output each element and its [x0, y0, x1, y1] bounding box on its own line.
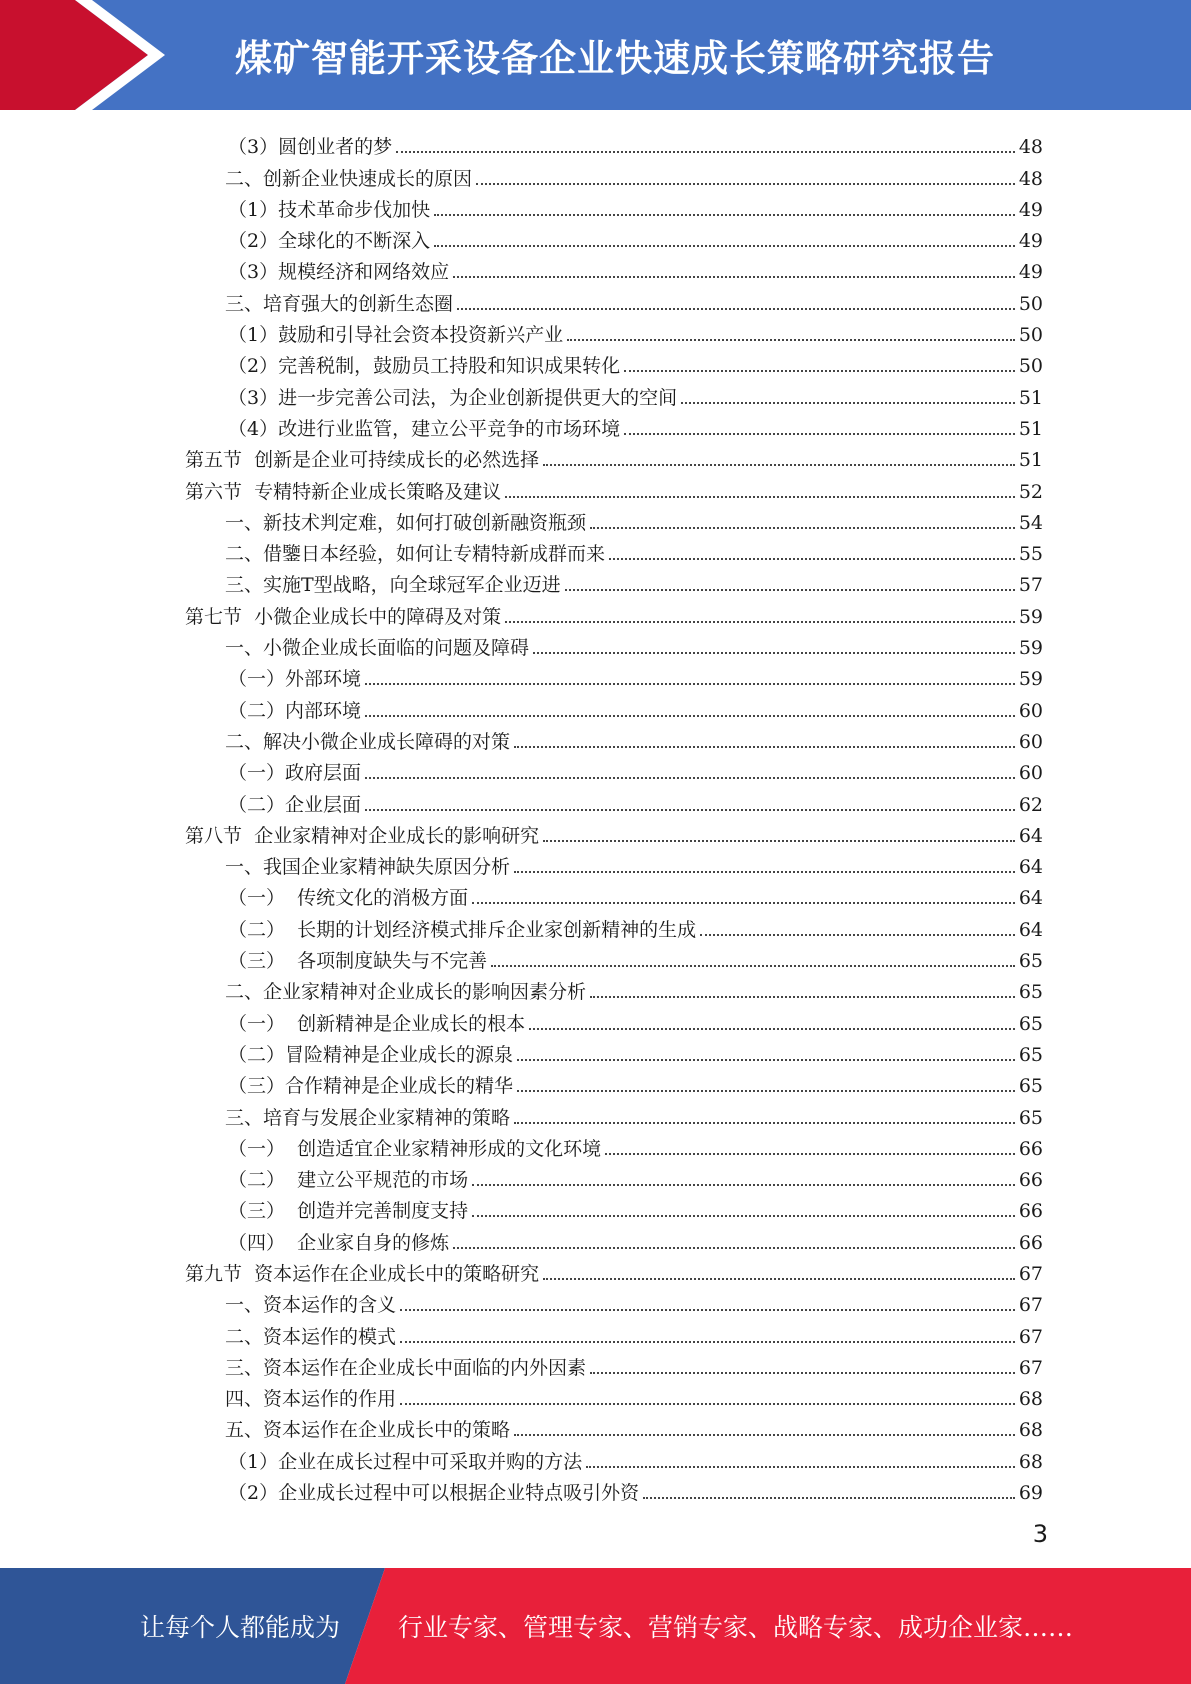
toc-entry[interactable]: [0, 817, 1191, 848]
toc-dot-leader: [624, 370, 1015, 372]
toc-dot-leader: [543, 464, 1015, 466]
toc-entry-page: 49: [1018, 261, 1043, 284]
toc-entry[interactable]: [0, 159, 1191, 190]
toc-entry-page: 55: [1018, 543, 1043, 566]
table-of-contents: [0, 128, 1191, 1505]
toc-entry-page: 67: [1018, 1262, 1043, 1285]
toc-entry[interactable]: [0, 691, 1191, 722]
toc-entry-page: 64: [1018, 856, 1043, 879]
toc-entry[interactable]: [0, 222, 1191, 253]
toc-dot-leader: [567, 339, 1015, 341]
toc-entry[interactable]: [0, 1317, 1191, 1348]
toc-entry-title: （一）外部环境: [228, 668, 362, 691]
toc-entry-page: 65: [1018, 981, 1043, 1004]
toc-entry[interactable]: [0, 1442, 1191, 1473]
toc-entry-page: 65: [1018, 1075, 1043, 1098]
toc-entry[interactable]: [0, 1380, 1191, 1411]
toc-entry-title: 第五节 创新是企业可持续成长的必然选择: [185, 449, 540, 472]
toc-entry-title: （三） 创造并完善制度支持: [228, 1200, 469, 1223]
toc-entry[interactable]: [0, 785, 1191, 816]
toc-entry-page: 59: [1018, 605, 1043, 628]
toc-entry-page: 60: [1018, 699, 1043, 722]
toc-entry-page: 66: [1018, 1169, 1043, 1192]
toc-entry-title: （三）合作精神是企业成长的精华: [228, 1075, 514, 1098]
toc-entry[interactable]: [0, 1004, 1191, 1035]
toc-entry-title: 第八节 企业家精神对企业成长的影响研究: [185, 824, 540, 847]
toc-dot-leader: [365, 809, 1015, 811]
toc-entry-title: （二） 建立公平规范的市场: [228, 1169, 469, 1192]
toc-entry-page: 50: [1018, 292, 1043, 315]
toc-entry[interactable]: [0, 535, 1191, 566]
toc-entry[interactable]: [0, 347, 1191, 378]
toc-dot-leader: [491, 965, 1015, 967]
toc-dot-leader: [505, 621, 1015, 623]
toc-dot-leader: [505, 496, 1015, 498]
toc-entry-title: （一）政府层面: [228, 762, 362, 785]
toc-dot-leader: [586, 1466, 1015, 1468]
toc-dot-leader: [400, 1341, 1015, 1343]
toc-entry[interactable]: [0, 253, 1191, 284]
toc-entry-page: 66: [1018, 1200, 1043, 1223]
toc-entry-title: 第六节 专精特新企业成长策略及建议: [185, 480, 502, 503]
toc-entry[interactable]: [0, 597, 1191, 628]
toc-entry-title: 二、企业家精神对企业成长的影响因素分析: [225, 981, 587, 1004]
toc-dot-leader: [434, 245, 1015, 247]
toc-entry-title: 二、资本运作的模式: [225, 1325, 397, 1348]
toc-entry-page: 67: [1018, 1325, 1043, 1348]
toc-entry-page: 65: [1018, 1012, 1043, 1035]
toc-entry-page: 54: [1018, 511, 1043, 534]
toc-entry[interactable]: [0, 1411, 1191, 1442]
toc-dot-leader: [514, 1122, 1015, 1124]
toc-dot-leader: [543, 840, 1015, 842]
toc-entry[interactable]: [0, 1286, 1191, 1317]
toc-entry[interactable]: [0, 1130, 1191, 1161]
toc-entry-page: 51: [1018, 386, 1043, 409]
footer-slogan-left: 让每个人都能成为: [140, 1613, 341, 1642]
toc-entry-title: （4）改进行业监管，建立公平竞争的市场环境: [228, 417, 621, 440]
toc-entry-page: 48: [1018, 136, 1043, 159]
toc-dot-leader: [365, 715, 1015, 717]
toc-entry[interactable]: [0, 378, 1191, 409]
toc-dot-leader: [400, 1309, 1015, 1311]
toc-entry-title: 第七节 小微企业成长中的障碍及对策: [185, 605, 502, 628]
toc-entry-title: 三、资本运作在企业成长中面临的内外因素: [225, 1356, 587, 1379]
toc-dot-leader: [590, 527, 1015, 529]
toc-entry-page: 66: [1018, 1231, 1043, 1254]
toc-entry-page: 51: [1018, 449, 1043, 472]
toc-entry[interactable]: [0, 629, 1191, 660]
toc-entry-page: 60: [1018, 730, 1043, 753]
toc-entry-page: 49: [1018, 198, 1043, 221]
toc-dot-leader: [643, 1497, 1015, 1499]
toc-entry-title: （二）企业层面: [228, 793, 362, 816]
toc-entry[interactable]: [0, 848, 1191, 879]
toc-entry-title: （3）规模经济和网络效应: [228, 261, 450, 284]
toc-entry-title: （二）冒险精神是企业成长的源泉: [228, 1043, 514, 1066]
toc-entry[interactable]: [0, 566, 1191, 597]
toc-dot-leader: [517, 1059, 1015, 1061]
toc-entry-title: 三、培育与发展企业家精神的策略: [225, 1106, 511, 1129]
toc-entry-title: （一） 创新精神是企业成长的根本: [228, 1012, 526, 1035]
toc-entry-title: （二） 长期的计划经济模式排斥企业家创新精神的生成: [228, 918, 697, 941]
toc-entry[interactable]: [0, 723, 1191, 754]
header-arrow-decoration: [0, 0, 200, 110]
toc-entry-page: 65: [1018, 1106, 1043, 1129]
toc-entry-title: （3）进一步完善公司法，为企业创新提供更大的空间: [228, 386, 678, 409]
toc-entry-title: （1）鼓励和引导社会资本投资新兴产业: [228, 324, 564, 347]
toc-entry-page: 50: [1018, 355, 1043, 378]
toc-entry-page: 60: [1018, 762, 1043, 785]
toc-dot-leader: [472, 1215, 1015, 1217]
toc-entry[interactable]: [0, 1067, 1191, 1098]
toc-entry[interactable]: [0, 316, 1191, 347]
toc-entry[interactable]: [0, 1255, 1191, 1286]
toc-entry-page: 50: [1018, 324, 1043, 347]
page-header: [0, 0, 1191, 110]
toc-entry[interactable]: [0, 1474, 1191, 1505]
toc-entry-title: 二、借鑒日本经验，如何让专精特新成群而来: [225, 543, 606, 566]
toc-dot-leader: [590, 996, 1015, 998]
report-title: 煤矿智能开采设备企业快速成长策略研究报告: [235, 37, 995, 80]
toc-dot-leader: [396, 151, 1015, 153]
toc-entry[interactable]: [0, 879, 1191, 910]
toc-entry-page: 48: [1018, 167, 1043, 190]
toc-dot-leader: [514, 746, 1015, 748]
toc-entry-title: 一、小微企业成长面临的问题及障碍: [225, 637, 530, 660]
toc-entry[interactable]: [0, 1161, 1191, 1192]
toc-entry[interactable]: [0, 1223, 1191, 1254]
toc-entry-title: 二、创新企业快速成长的原因: [225, 167, 473, 190]
toc-entry-page: 69: [1018, 1482, 1043, 1505]
toc-entry-title: （一） 创造适宜企业家精神形成的文化环境: [228, 1137, 602, 1160]
toc-dot-leader: [624, 433, 1015, 435]
toc-entry-page: 57: [1018, 574, 1043, 597]
toc-entry-page: 62: [1018, 793, 1043, 816]
toc-entry[interactable]: [0, 1349, 1191, 1380]
toc-entry-page: 67: [1018, 1356, 1043, 1379]
toc-entry-page: 68: [1018, 1388, 1043, 1411]
toc-entry[interactable]: [0, 128, 1191, 159]
toc-entry-title: 二、解决小微企业成长障碍的对策: [225, 730, 511, 753]
toc-entry-page: 52: [1018, 480, 1043, 503]
toc-dot-leader: [681, 402, 1015, 404]
toc-entry[interactable]: [0, 410, 1191, 441]
toc-dot-leader: [400, 1403, 1015, 1405]
toc-entry[interactable]: [0, 284, 1191, 315]
toc-dot-leader: [543, 1278, 1015, 1280]
toc-entry-page: 64: [1018, 824, 1043, 847]
footer-slogan-right: 行业专家、管理专家、营销专家、战略专家、成功企业家……: [398, 1613, 1074, 1642]
toc-entry-title: （3）圆创业者的梦: [228, 136, 393, 159]
toc-entry-page: 65: [1018, 950, 1043, 973]
page-number: 3: [1032, 1520, 1048, 1548]
toc-entry-page: 65: [1018, 1043, 1043, 1066]
toc-dot-leader: [457, 308, 1015, 310]
toc-entry-title: （1）企业在成长过程中可采取并购的方法: [228, 1450, 583, 1473]
toc-dot-leader: [472, 902, 1015, 904]
toc-entry-title: （二）内部环境: [228, 699, 362, 722]
toc-dot-leader: [533, 652, 1015, 654]
toc-entry[interactable]: [0, 910, 1191, 941]
toc-entry-title: 一、资本运作的含义: [225, 1294, 397, 1317]
toc-entry-page: 66: [1018, 1137, 1043, 1160]
toc-entry-title: （1）技术革命步伐加快: [228, 198, 431, 221]
toc-entry[interactable]: [0, 973, 1191, 1004]
toc-dot-leader: [700, 934, 1015, 936]
toc-entry-title: 三、培育强大的创新生态圈: [225, 292, 454, 315]
toc-dot-leader: [453, 276, 1015, 278]
toc-entry[interactable]: [0, 1192, 1191, 1223]
toc-entry-title: 五、资本运作在企业成长中的策略: [225, 1419, 511, 1442]
toc-entry[interactable]: [0, 472, 1191, 503]
toc-dot-leader: [365, 683, 1015, 685]
toc-entry-title: （一） 传统文化的消极方面: [228, 887, 469, 910]
toc-entry[interactable]: [0, 754, 1191, 785]
toc-dot-leader: [605, 1153, 1015, 1155]
toc-entry[interactable]: [0, 191, 1191, 222]
toc-entry[interactable]: [0, 441, 1191, 472]
toc-entry-title: （2）全球化的不断深入: [228, 230, 431, 253]
toc-entry-page: 59: [1018, 637, 1043, 660]
toc-entry-page: 68: [1018, 1450, 1043, 1473]
toc-entry-title: 第九节 资本运作在企业成长中的策略研究: [185, 1262, 540, 1285]
toc-entry-title: 一、我国企业家精神缺失原因分析: [225, 856, 511, 879]
toc-entry-title: （三） 各项制度缺失与不完善: [228, 950, 488, 973]
toc-entry-page: 59: [1018, 668, 1043, 691]
toc-entry[interactable]: [0, 660, 1191, 691]
toc-entry[interactable]: [0, 1036, 1191, 1067]
toc-entry-page: 64: [1018, 887, 1043, 910]
toc-dot-leader: [476, 183, 1015, 185]
toc-entry[interactable]: [0, 504, 1191, 535]
toc-dot-leader: [514, 871, 1015, 873]
toc-entry-title: （2）完善税制，鼓励员工持股和知识成果转化: [228, 355, 621, 378]
toc-entry-page: 51: [1018, 417, 1043, 440]
toc-dot-leader: [472, 1184, 1015, 1186]
toc-entry-page: 64: [1018, 918, 1043, 941]
toc-dot-leader: [590, 1372, 1015, 1374]
toc-dot-leader: [514, 1434, 1015, 1436]
toc-dot-leader: [517, 1090, 1015, 1092]
toc-entry-title: （四） 企业家自身的修炼: [228, 1231, 450, 1254]
toc-dot-leader: [565, 589, 1015, 591]
toc-entry-title: （2）企业成长过程中可以根据企业特点吸引外资: [228, 1482, 640, 1505]
toc-entry-title: 三、实施T型战略，向全球冠军企业迈进: [225, 574, 561, 597]
page-footer: [0, 1568, 1191, 1684]
toc-entry-title: 四、资本运作的作用: [225, 1388, 397, 1411]
toc-entry[interactable]: [0, 1098, 1191, 1129]
toc-dot-leader: [434, 214, 1015, 216]
toc-dot-leader: [609, 558, 1015, 560]
toc-dot-leader: [365, 777, 1015, 779]
toc-entry-page: 49: [1018, 230, 1043, 253]
toc-entry-page: 67: [1018, 1294, 1043, 1317]
toc-entry-page: 68: [1018, 1419, 1043, 1442]
toc-entry[interactable]: [0, 942, 1191, 973]
toc-dot-leader: [453, 1247, 1015, 1249]
toc-dot-leader: [529, 1028, 1015, 1030]
toc-entry-title: 一、新技术判定难，如何打破创新融资瓶颈: [225, 511, 587, 534]
